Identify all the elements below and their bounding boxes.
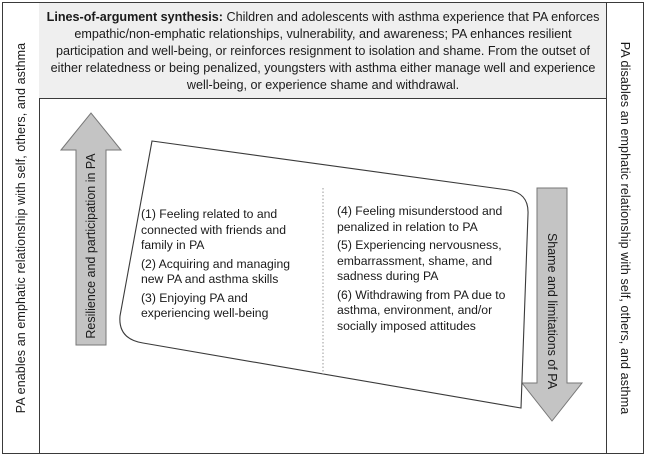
list-item: (6) Withdrawing from PA due to asthma, environment, and/or socially imposed attitudes [337, 287, 506, 333]
synthesis-text: Children and adolescents with asthma experience that PA enforces empathic/non-emphatic relationships, vulnerability, and awareness; PA enhances resilient participation and well-being, or reinforces resignment to isolation and shame. From the outset of either relatedness or being penalized, youngsters with asthma either manage well and experience well-being, or experience shame and withdrawal. [50, 10, 600, 92]
list-item: (4) Feeling misunderstood and penalized in relation to PA [337, 204, 503, 234]
left-side-text: PA enables an emphatic relationship with self, others, and asthma [14, 42, 28, 414]
list-item: (5) Experiencing nervousness, embarrassment, shame, and sadness during PA [337, 238, 502, 283]
arrow-up-label: Resilience and participation in PA [84, 153, 98, 339]
disabling-themes-list [337, 204, 507, 337]
synthesis-label: Lines-of-argument synthesis: [46, 10, 223, 24]
list-item: (1) Feeling related to and connected with friends and family in PA [141, 207, 286, 252]
enabling-themes-list [141, 207, 313, 325]
arrow-down-label: Shame and limitations of PA [545, 232, 559, 390]
list-item: (3) Enjoying PA and experiencing well-being [141, 290, 269, 320]
right-side-text: PA disables an emphatic relationship with self, others, and asthma [618, 41, 632, 415]
list-item: (2) Acquiring and managing new PA and asthma skills [141, 256, 291, 286]
